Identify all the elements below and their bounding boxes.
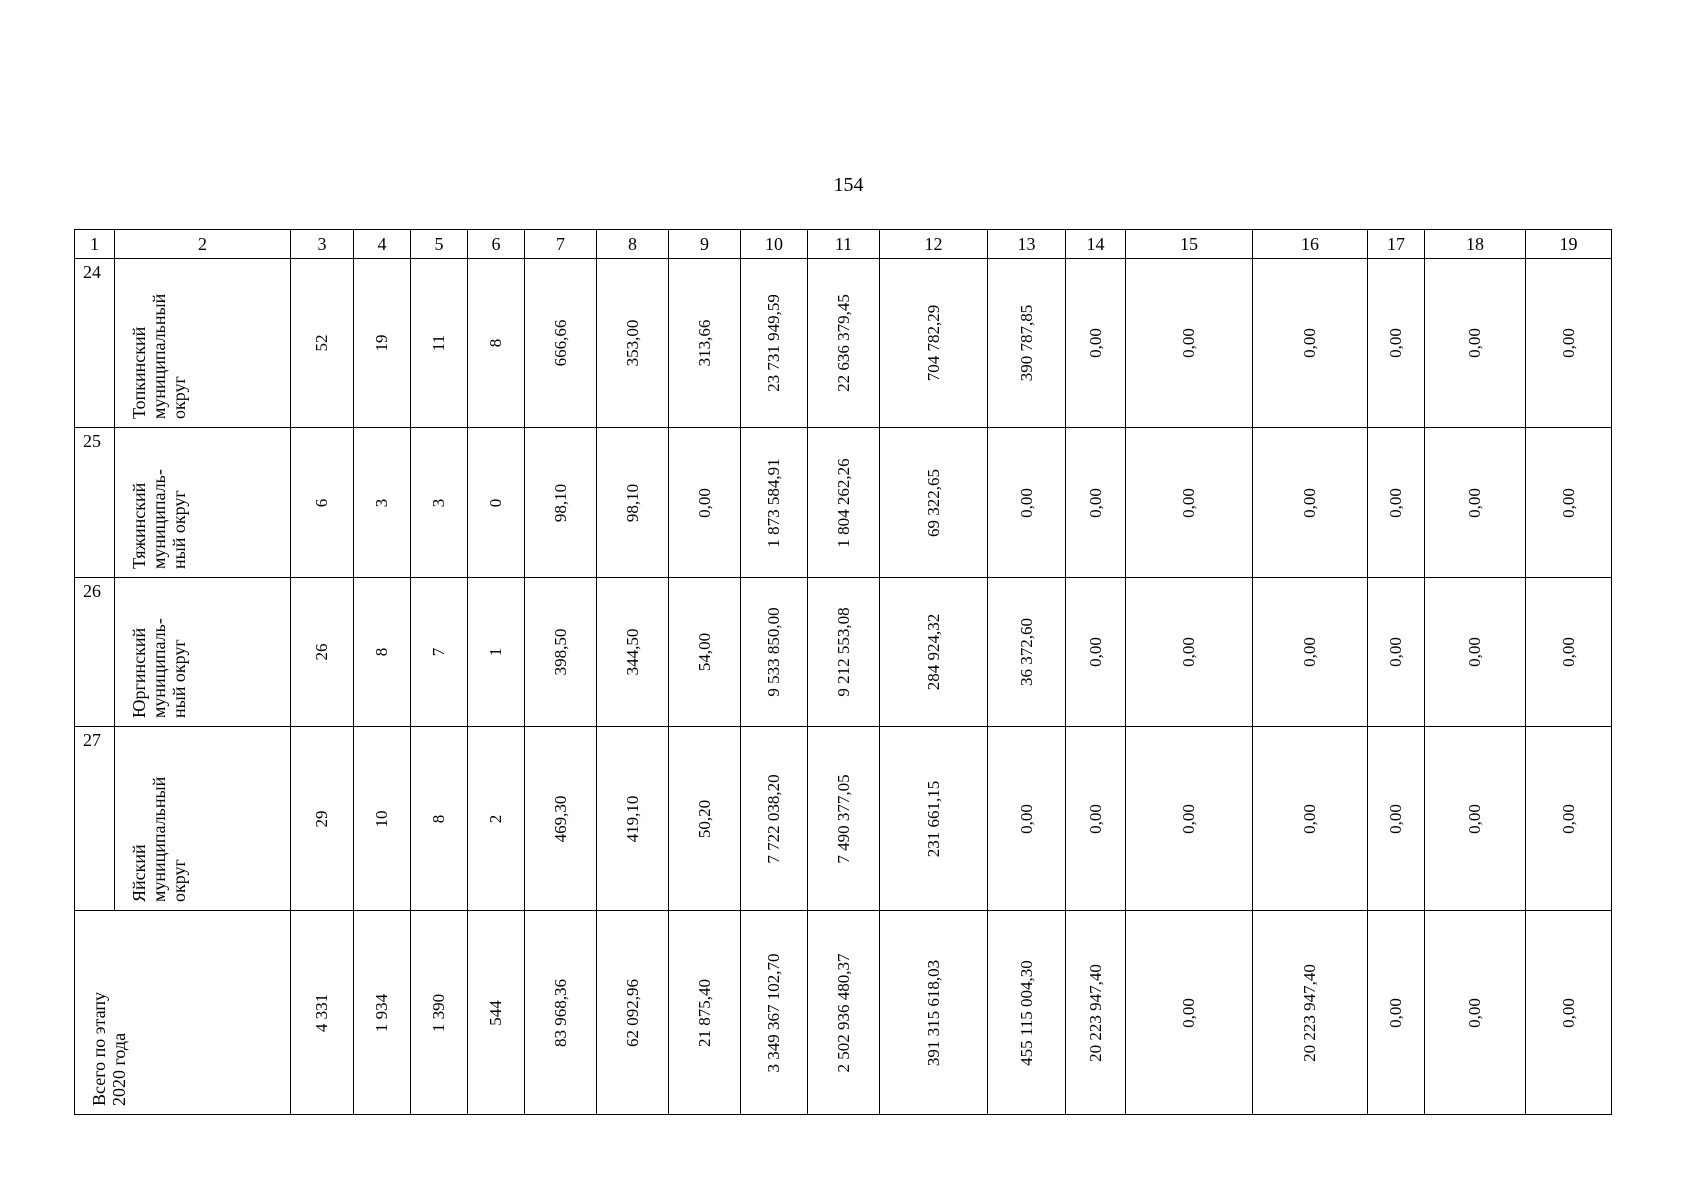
name-text [129, 735, 189, 902]
cell-value: 0,00 [1085, 637, 1105, 667]
row-number-cell [75, 428, 115, 578]
value-cell [291, 911, 354, 1115]
value-cell [988, 259, 1066, 428]
header-cell: 17 [1368, 230, 1425, 259]
cell-value: 704 782,29 [923, 304, 943, 382]
cell-value: 7 490 377,05 [833, 773, 853, 864]
cell-value: 0,00 [1085, 487, 1105, 518]
value-cell [468, 259, 525, 428]
cell-value: 22 636 379,45 [833, 294, 853, 392]
row-number: 27 [83, 730, 101, 750]
page-number: 154 [833, 174, 864, 196]
value-cell [880, 578, 988, 727]
cell-value: 469,30 [550, 795, 570, 842]
value-cell [1066, 911, 1126, 1115]
cell-value: 9 533 850,00 [764, 607, 783, 697]
value-cell [1425, 259, 1526, 428]
value-cell [1526, 428, 1612, 578]
cell-value: 0,00 [1085, 803, 1105, 834]
cell-value: 0 [486, 498, 505, 507]
municipality-name-cell [115, 428, 291, 578]
table-row [75, 727, 1612, 911]
name-line: муниципаль- [149, 469, 169, 569]
value-cell [597, 911, 669, 1115]
name-text [89, 919, 129, 1106]
cell-value: 9 212 553,08 [833, 607, 853, 697]
row-number: 25 [83, 431, 101, 451]
cell-value: 0,00 [1179, 328, 1198, 358]
value-cell [354, 727, 411, 911]
value-cell [1368, 727, 1425, 911]
value-cell [468, 727, 525, 911]
value-cell [669, 428, 741, 578]
name-text [129, 436, 189, 569]
cell-value: 313,66 [694, 319, 714, 367]
value-cell [411, 727, 468, 911]
value-cell [597, 727, 669, 911]
value-cell [597, 259, 669, 428]
value-cell [411, 428, 468, 578]
value-cell [354, 259, 411, 428]
header-cell: 7 [525, 230, 597, 259]
value-cell [1126, 911, 1253, 1115]
cell-value: 419,10 [622, 795, 642, 842]
cell-value: 0,00 [1016, 487, 1036, 518]
cell-value: 36 372,60 [1016, 618, 1036, 686]
cell-value: 0,00 [1465, 487, 1484, 518]
value-cell [1368, 259, 1425, 428]
cell-value: 0,00 [1386, 328, 1405, 358]
cell-value: 0,00 [694, 487, 714, 518]
value-cell [1066, 259, 1126, 428]
value-cell [808, 259, 880, 428]
header-cell: 5 [411, 230, 468, 259]
value-cell [1066, 428, 1126, 578]
cell-value: 231 661,15 [923, 780, 943, 857]
cell-value: 0,00 [1465, 637, 1484, 667]
cell-value: 1 873 584,91 [764, 457, 783, 548]
value-cell [1368, 911, 1425, 1115]
cell-value: 353,00 [622, 319, 642, 367]
cell-value: 391 315 618,03 [923, 959, 943, 1066]
name-line: Всего по этапу [89, 992, 109, 1106]
cell-value: 20 223 947,40 [1085, 963, 1105, 1062]
value-cell [1126, 727, 1253, 911]
table-row [75, 259, 1612, 428]
value-cell [468, 578, 525, 727]
cell-value: 0,00 [1386, 637, 1405, 667]
cell-value: 0,00 [1465, 803, 1484, 834]
cell-value: 0,00 [1300, 328, 1319, 358]
cell-value: 666,66 [550, 319, 570, 367]
header-cell: 19 [1526, 230, 1612, 259]
value-cell [1526, 727, 1612, 911]
cell-value: 0,00 [1386, 803, 1405, 834]
cell-value: 7 [429, 647, 448, 657]
value-cell [411, 911, 468, 1115]
cell-value: 98,10 [550, 483, 570, 522]
name-box [75, 911, 290, 1114]
value-cell [669, 727, 741, 911]
cell-value: 3 349 367 102,70 [764, 953, 783, 1072]
header-cell: 9 [669, 230, 741, 259]
header-cell: 6 [468, 230, 525, 259]
cell-value: 0,00 [1300, 803, 1319, 834]
name-box [115, 727, 290, 910]
cell-value: 29 [312, 810, 331, 827]
name-box [115, 428, 290, 577]
header-cell: 12 [880, 230, 988, 259]
cell-value: 0,00 [1386, 997, 1405, 1028]
cell-value: 344,50 [622, 628, 642, 676]
value-cell [808, 727, 880, 911]
row-number-cell [75, 727, 115, 911]
name-line: Юргинский [129, 627, 149, 718]
value-cell [741, 259, 808, 428]
value-cell [411, 259, 468, 428]
value-cell [880, 259, 988, 428]
cell-value: 0,00 [1558, 637, 1578, 667]
cell-value: 455 115 004,30 [1016, 959, 1036, 1066]
cell-value: 62 092,96 [622, 978, 642, 1047]
cell-value: 4 331 [312, 993, 331, 1032]
header-cell: 1 [75, 230, 115, 259]
name-line: ный округ [169, 490, 189, 569]
cell-value: 8 [372, 647, 391, 657]
name-box [115, 259, 290, 427]
value-cell [1253, 428, 1368, 578]
value-cell [525, 259, 597, 428]
value-cell [880, 911, 988, 1115]
value-cell [741, 911, 808, 1115]
name-line: 2020 года [109, 1032, 129, 1106]
value-cell [1526, 911, 1612, 1115]
header-row [75, 230, 1612, 259]
name-line: муниципаль- [149, 618, 169, 718]
value-cell [988, 428, 1066, 578]
cell-value: 11 [429, 334, 448, 352]
value-cell [411, 578, 468, 727]
value-cell [291, 259, 354, 428]
cell-value: 0,00 [1558, 328, 1578, 358]
municipality-name-cell [115, 259, 291, 428]
value-cell [354, 578, 411, 727]
value-cell [1126, 259, 1253, 428]
table-row [75, 578, 1612, 727]
cell-value: 6 [312, 498, 331, 507]
total-label-cell [75, 911, 291, 1115]
value-cell [1425, 428, 1526, 578]
header-cell: 11 [808, 230, 880, 259]
name-text [129, 586, 189, 718]
name-line: муниципальный [149, 293, 169, 419]
header-cell: 13 [988, 230, 1066, 259]
value-cell [525, 911, 597, 1115]
header-cell: 15 [1126, 230, 1253, 259]
cell-value: 0,00 [1465, 997, 1484, 1028]
cell-value: 0,00 [1386, 487, 1405, 518]
name-line: округ [169, 376, 189, 419]
cell-value: 20 223 947,40 [1300, 963, 1319, 1062]
value-cell [1425, 911, 1526, 1115]
value-cell [525, 578, 597, 727]
cell-value: 83 968,36 [550, 978, 570, 1047]
header-cell: 8 [597, 230, 669, 259]
name-line: муниципальный [149, 776, 169, 902]
cell-value: 2 502 936 480,37 [833, 953, 853, 1072]
value-cell [880, 727, 988, 911]
cell-value: 10 [372, 810, 391, 827]
name-line: округ [169, 859, 189, 902]
cell-value: 0,00 [1179, 803, 1198, 834]
value-cell [354, 911, 411, 1115]
municipality-name-cell [115, 727, 291, 911]
row-number-cell [75, 578, 115, 727]
cell-value: 0,00 [1558, 997, 1578, 1028]
row-number: 26 [83, 581, 101, 601]
cell-value: 0,00 [1016, 803, 1036, 834]
value-cell [880, 428, 988, 578]
value-cell [1526, 578, 1612, 727]
value-cell [741, 428, 808, 578]
cell-value: 50,20 [694, 799, 714, 838]
cell-value: 0,00 [1085, 328, 1105, 358]
total-row [75, 911, 1612, 1115]
header-cell: 2 [115, 230, 291, 259]
cell-value: 19 [372, 334, 391, 352]
value-cell [1126, 578, 1253, 727]
value-cell [597, 428, 669, 578]
value-cell [468, 911, 525, 1115]
cell-value: 0,00 [1300, 637, 1319, 667]
header-cell: 16 [1253, 230, 1368, 259]
name-line: Топкинский [129, 326, 149, 419]
header-cell: 14 [1066, 230, 1126, 259]
value-cell [808, 428, 880, 578]
value-cell [1425, 727, 1526, 911]
value-cell [808, 578, 880, 727]
row-number-cell [75, 259, 115, 428]
municipality-name-cell [115, 578, 291, 727]
header-cell: 18 [1425, 230, 1526, 259]
cell-value: 1 804 262,26 [833, 457, 853, 548]
value-cell [669, 911, 741, 1115]
table-row [75, 428, 1612, 578]
cell-value: 23 731 949,59 [764, 294, 783, 392]
value-cell [1425, 578, 1526, 727]
name-line: ный округ [169, 639, 189, 718]
value-cell [741, 727, 808, 911]
cell-value: 69 322,65 [923, 468, 943, 537]
value-cell [1253, 259, 1368, 428]
cell-value: 0,00 [1179, 487, 1198, 518]
cell-value: 3 [429, 498, 448, 507]
cell-value: 0,00 [1179, 637, 1198, 667]
value-cell [808, 911, 880, 1115]
name-text [129, 267, 189, 419]
cell-value: 0,00 [1179, 997, 1198, 1028]
cell-value: 7 722 038,20 [764, 773, 783, 864]
value-cell [1066, 727, 1126, 911]
row-number: 24 [83, 262, 101, 282]
cell-value: 26 [312, 643, 331, 661]
value-cell [1368, 428, 1425, 578]
cell-value: 8 [486, 338, 505, 348]
cell-value: 0,00 [1558, 803, 1578, 834]
cell-value: 1 [486, 647, 505, 657]
value-cell [291, 428, 354, 578]
value-cell [1368, 578, 1425, 727]
cell-value: 0,00 [1300, 487, 1319, 518]
cell-value: 98,10 [622, 483, 642, 522]
cell-value: 8 [429, 814, 448, 823]
value-cell [525, 727, 597, 911]
cell-value: 544 [486, 999, 505, 1026]
value-cell [1526, 259, 1612, 428]
cell-value: 52 [312, 334, 331, 352]
value-cell [1253, 911, 1368, 1115]
cell-value: 398,50 [550, 628, 570, 676]
value-cell [291, 727, 354, 911]
cell-value: 0,00 [1558, 487, 1578, 518]
cell-value: 2 [486, 814, 505, 823]
cell-value: 3 [372, 498, 391, 507]
value-cell [468, 428, 525, 578]
cell-value: 1 390 [429, 993, 448, 1032]
header-cell: 3 [291, 230, 354, 259]
header-cell: 10 [741, 230, 808, 259]
value-cell [525, 428, 597, 578]
value-cell [291, 578, 354, 727]
cell-value: 390 787,85 [1016, 304, 1036, 382]
name-line: Тяжинский [129, 482, 149, 569]
value-cell [597, 578, 669, 727]
value-cell [1126, 428, 1253, 578]
value-cell [741, 578, 808, 727]
value-cell [1253, 727, 1368, 911]
cell-value: 1 934 [372, 993, 391, 1032]
value-cell [988, 911, 1066, 1115]
cell-value: 284 924,32 [923, 613, 943, 691]
value-cell [354, 428, 411, 578]
value-cell [988, 727, 1066, 911]
value-cell [669, 259, 741, 428]
value-cell [1066, 578, 1126, 727]
value-cell [988, 578, 1066, 727]
data-table [74, 229, 1612, 1115]
header-cell: 4 [354, 230, 411, 259]
value-cell [669, 578, 741, 727]
cell-value: 54,00 [694, 632, 714, 672]
name-box [115, 578, 290, 726]
cell-value: 0,00 [1465, 328, 1484, 358]
name-line: Яйский [129, 844, 149, 902]
value-cell [1253, 578, 1368, 727]
cell-value: 21 875,40 [694, 978, 714, 1047]
